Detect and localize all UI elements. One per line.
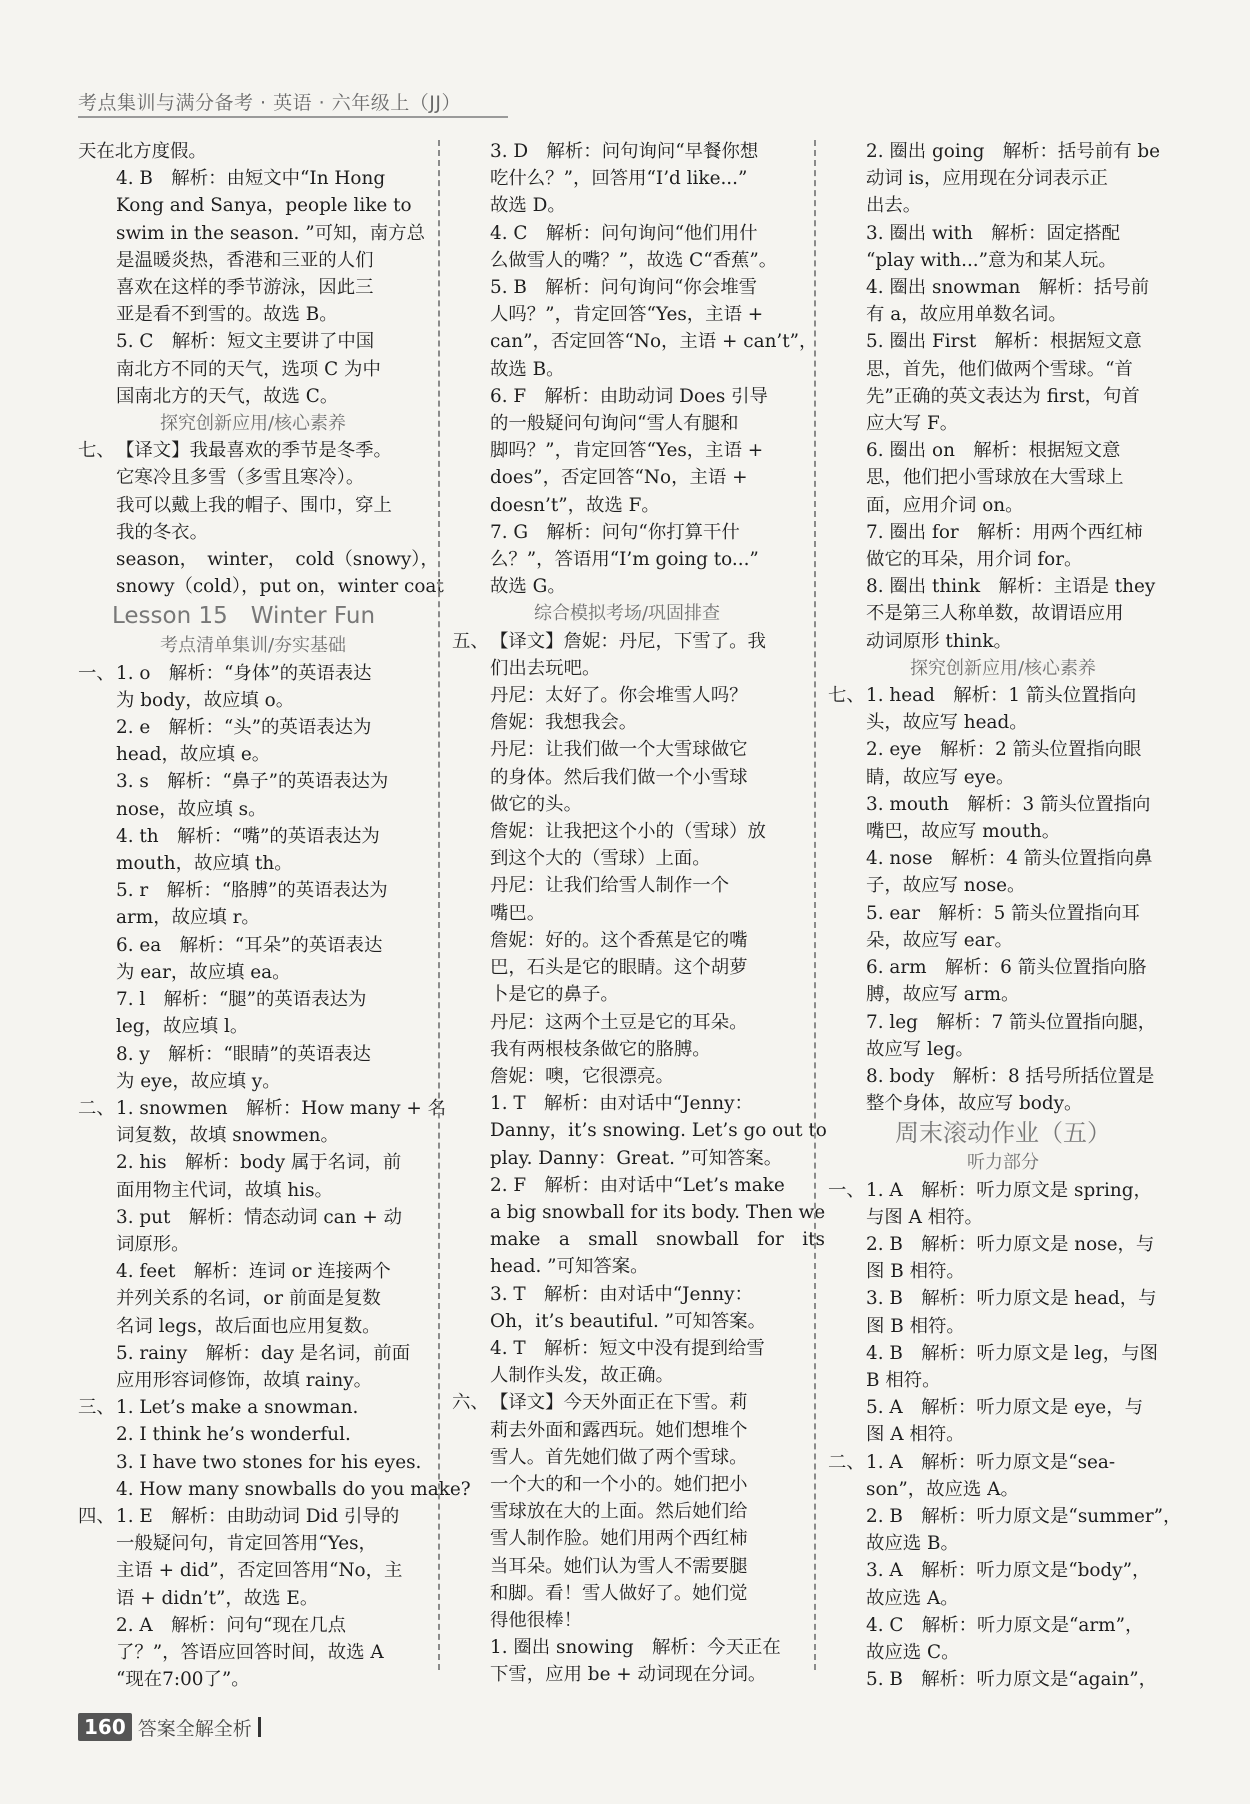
answer-line: 3. mouth 解析：3 箭头位置指向 [866,793,1151,815]
column-1 [78,138,471,1691]
answer-line: 詹妮：我想我会。 [490,712,638,734]
answer-line: 出去。 [866,195,922,217]
answer-line: 3. put 解析：情态动词 can + 动 [116,1206,402,1228]
answer-line: 4. B 解析：由短文中“In Hong [116,168,386,190]
answer-line: 3. B 解析：听力原文是 head，与 [866,1288,1157,1310]
question-line [78,437,428,464]
answer-line: 丹尼：太好了。你会堆雪人吗？ [490,685,748,707]
answer-line: “play with...”意为和某人玩。 [866,249,1117,271]
answer-line: 8. y 解析：“眼睛”的英语表达 [116,1043,371,1065]
answer-line: 6. 圈出 on 解析：根据短文意 [866,440,1121,462]
question-line [78,1503,428,1530]
answer-line: 7. leg 解析：7 箭头位置指向腿， [866,1011,1157,1033]
text-line: 天在北方度假。 [78,141,207,162]
section-number: 二、 [828,1451,865,1473]
answer-line: 是温暖炎热，香港和三亚的人们 [116,249,374,271]
answer-line: 2. his 解析：body 属于名词，前 [116,1152,402,1174]
answer-line: 1. 圈出 snowing 解析：今天正在 [490,1637,781,1659]
answer-line: “现在7:00了”。 [116,1669,250,1691]
answer-line: 脚吗？”，肯定回答“Yes，主语 + [490,440,764,462]
answer-line: 詹妮：好的。这个香蕉是它的嘴 [490,929,748,951]
answer-line: Kong and Sanya，people like to [116,195,412,217]
question-line [828,1449,1178,1476]
answer-line: 5. ear 解析：5 箭头位置指向耳 [866,902,1140,924]
line-text: 1. E 解析：由助动词 Did 引导的 [116,1505,400,1527]
answer-line: 嘴巴，故应写 mouth。 [866,821,1061,843]
answer-line: season， winter， cold（snowy）， [116,549,439,571]
answer-line: 7. l 解析：“腿”的英语表达为 [116,989,367,1011]
answer-line: 主语 + did”，否定回答用“No，主 [116,1560,403,1582]
answer-line: 故选 D。 [490,195,566,217]
answer-line: 3. I have two stones for his eyes. [116,1451,422,1473]
answer-line: 故选 G。 [490,576,566,598]
answer-line: 为 eye，故应填 y。 [116,1070,281,1092]
answer-line: 4. nose 解析：4 箭头位置指向鼻 [866,848,1153,870]
answer-line: 词原形。 [116,1233,190,1255]
section-number: 三、 [78,1397,115,1419]
answer-line: 5. B 解析：问句询问“你会堆雪 [490,277,757,299]
answer-line: 雪球放在大的上面。然后她们给 [490,1501,748,1523]
answer-line: 图 A 相符。 [866,1424,965,1446]
answer-line: 嘴巴。 [490,902,546,924]
answer-line: 丹尼：让我们做一个大雪球做它 [490,739,748,761]
answer-line: 8. 圈出 think 解析：主语是 they [866,576,1156,598]
answer-line: 图 B 相符。 [866,1261,965,1283]
answer-line: 丹尼：这两个土豆是它的耳朵。 [490,1011,748,1033]
answer-line: 做它的耳朵，用介词 for。 [866,549,1083,571]
answer-line: 子，故应写 nose。 [866,875,1026,897]
answer-line: 面用物主代词，故填 his。 [116,1179,333,1201]
answer-line: snowy（cold），put on，winter coat [116,576,444,598]
question-line [828,682,1178,709]
answer-line: 为 ear，故应填 ea。 [116,961,291,983]
page-footer [78,1710,261,1744]
question-line [452,628,802,655]
answer-line: 6. arm 解析：6 箭头位置指向胳 [866,957,1147,979]
answer-line: 2. B 解析：听力原文是“summer”， [866,1505,1182,1527]
answer-line: 与图 A 相符。 [866,1206,983,1228]
line-text: 1. o 解析：“身体”的英语表达 [116,662,372,684]
answer-line: Danny，it’s snowing. Let’s go out to [490,1120,827,1142]
answer-line: mouth，故应填 th。 [116,853,293,875]
weekend-homework-title: 周末滚动作业（五） [895,1119,1111,1148]
answer-line: 4. 圈出 snowman 解析：括号前 [866,277,1150,299]
answer-line: 它寒冷且多雪（多雪且寒冷）。 [116,467,365,489]
answer-line: 吃什么？”，回答用“I’d like...” [490,168,748,190]
question-line [78,660,428,687]
answer-line: 喜欢在这样的季节游泳，因此三 [116,277,374,299]
answer-line: 语 + didn’t”，故选 E。 [116,1587,319,1609]
section-heading: 综合模拟考场/巩固排查 [533,603,721,625]
answer-line: a big snowball for its body. Then we [490,1201,826,1223]
answer-line: 词复数，故填 snowmen。 [116,1125,339,1147]
answer-line: 应用形容词修饰，故填 rainy。 [116,1369,373,1391]
section-number: 一、 [828,1179,865,1201]
answer-line: 3. A 解析：听力原文是“body”， [866,1560,1151,1582]
answer-line: does”，否定回答“No，主语 + [490,467,748,489]
answer-line: 到这个大的（雪球）上面。 [490,848,711,870]
answer-line: 整个身体，故应写 body。 [866,1093,1083,1115]
answer-line: swim in the season. ”可知，南方总 [116,222,425,244]
answer-line: son”，故应选 A。 [866,1478,1019,1500]
answer-line: 的身体。然后我们做一个小雪球 [490,766,748,788]
page-number: 160 [78,1713,132,1741]
answer-line: 4. How many snowballs do you make? [116,1478,471,1500]
answer-line: 3. s 解析：“鼻子”的英语表达为 [116,771,389,793]
answer-line: 头，故应写 head。 [866,712,1028,734]
answer-line: 思，首先，他们做两个雪球。“首 [866,358,1133,380]
footer-label: 答案全解全析 [137,1717,252,1740]
answer-line: 不是第三人称单数，故谓语应用 [866,603,1124,625]
answer-line: 2. B 解析：听力原文是 nose，与 [866,1233,1155,1255]
answer-line: 1. T 解析：由对话中“Jenny： [490,1093,753,1115]
answer-line: 4. C 解析：问句询问“他们用什 [490,222,758,244]
answer-line: 睛，故应写 eye。 [866,766,1015,788]
question-line [452,1389,802,1416]
line-text: 【译文】詹妮：丹尼，下雪了。我 [490,630,766,652]
question-line [828,1177,1178,1204]
answer-line: make a small snowball for its [490,1229,825,1251]
answer-line: 我有两根枝条做它的胳膊。 [490,1038,711,1060]
answer-line: 动词 is，应用现在分词表示正 [866,168,1108,190]
answer-line: head，故应填 e。 [116,744,271,766]
answer-line: 6. F 解析：由助动词 Does 引导 [490,385,768,407]
answer-line: play. Danny：Great. ”可知答案。 [490,1147,783,1169]
answer-line: 名词 legs，故后面也应用复数。 [116,1315,381,1337]
column-divider [814,140,816,1670]
answer-line: 为 body，故应填 o。 [116,689,295,711]
answer-line: 雪人制作脸。她们用两个西红柿 [490,1528,748,1550]
answer-line: 故选 B。 [490,358,565,380]
line-text: 1. Let’s make a snowman. [116,1397,359,1419]
answer-line: 6. ea 解析：“耳朵”的英语表达 [116,934,383,956]
section-heading: 考点清单集训/夯实基础 [159,635,347,657]
section-number: 一、 [78,662,115,684]
answer-line: 2. A 解析：问句“现在几点 [116,1614,346,1636]
answer-line: 并列关系的名词，or 前面是复数 [116,1288,381,1310]
question-line [78,1095,447,1122]
section-number: 五、 [452,630,489,652]
answer-line: Oh，it’s beautiful. ”可知答案。 [490,1310,767,1332]
answer-line: 2. eye 解析：2 箭头位置指向眼 [866,739,1142,761]
answer-line: 5. B 解析：听力原文是“again”， [866,1669,1158,1691]
answer-line: 詹妮：噢，它很漂亮。 [490,1065,674,1087]
answer-line: 一个大的和一个小的。她们把小 [490,1473,748,1495]
answer-line: 4. T 解析：短文中没有提到给雪 [490,1337,765,1359]
answer-line: 们出去玩吧。 [490,657,601,679]
answer-line: 一般疑问句，肯定回答用“Yes， [116,1533,377,1555]
header-title: 考点集训与满分备考 · 英语 · 六年级上（JJ） [78,92,461,114]
section-heading: 听力部分 [967,1152,1039,1174]
answer-line: arm，故应填 r。 [116,907,260,929]
answer-line: 4. B 解析：听力原文是 leg，与图 [866,1342,1158,1364]
answer-line: 故应写 leg。 [866,1038,974,1060]
line-text: 【译文】今天外面正在下雪。莉 [490,1392,748,1414]
answer-line: 故应选 B。 [866,1533,959,1555]
answer-line: 5. 圈出 First 解析：根据短文意 [866,331,1142,353]
column-3 [828,138,1182,1691]
answer-line: 得他很棒！ [490,1609,582,1631]
answer-line: doesn’t”，故选 F。 [490,494,660,516]
lesson-title: Lesson 15 Winter Fun [112,603,376,630]
column-divider [438,140,440,1670]
answer-line: 南北方不同的天气，选项 C 为中 [116,358,381,380]
answer-line: 2. F 解析：由对话中“Let’s make [490,1174,785,1196]
answer-line: 么？”，答语用“I’m going to...” [490,549,759,571]
answer-line: nose，故应填 s。 [116,798,267,820]
section-number: 六、 [452,1392,489,1414]
answer-line: 莉去外面和露西玩。她们想堆个 [490,1419,748,1441]
line-text: 1. A 解析：听力原文是“sea- [866,1451,1116,1473]
answer-line: 图 B 相符。 [866,1315,965,1337]
answer-line: 5. C 解析：短文主要讲了中国 [116,331,375,353]
answer-line: 故应选 A。 [866,1587,959,1609]
answer-line: 7. 圈出 for 解析：用两个西红柿 [866,521,1143,543]
answer-line: 雪人。首先她们做了两个雪球。 [490,1446,748,1468]
answer-line: 下雪，应用 be + 动词现在分词。 [490,1664,767,1686]
answer-line: 7. G 解析：问句“你打算干什 [490,521,740,543]
answer-line: 有 a，故应用单数名词。 [866,304,1067,326]
answer-line: 詹妮：让我把这个小的（雪球）放 [490,821,766,843]
answer-line: 膊，故应写 arm。 [866,984,1020,1006]
section-heading: 探究创新应用/核心素养 [159,413,347,435]
line-text: 【译文】我最喜欢的季节是冬季。 [116,440,392,462]
answer-line: 3. D 解析：问句询问“早餐你想 [490,141,759,162]
answer-line: 5. A 解析：听力原文是 eye，与 [866,1397,1143,1419]
answer-line: 国南北方的天气，故选 C。 [116,385,339,407]
answer-line: head. ”可知答案。 [490,1256,649,1278]
answer-line: 动词原形 think。 [866,630,1012,652]
section-number: 七、 [828,685,865,707]
answer-line: 和脚。看！雪人做好了。她们觉 [490,1582,748,1604]
answer-line: 先”正确的英文表达为 first，句首 [866,385,1140,407]
answer-line: 的一般疑问句询问“雪人有腿和 [490,413,739,435]
answer-line: 4. C 解析：听力原文是“arm”， [866,1614,1144,1636]
answer-line: 卜是它的鼻子。 [490,984,619,1006]
column-2 [452,138,827,1686]
answer-line: 了？”，答语应回答时间，故选 A [116,1641,384,1663]
line-text: 1. head 解析：1 箭头位置指向 [866,685,1137,707]
answer-line: 3. T 解析：由对话中“Jenny： [490,1283,753,1305]
line-text: 1. A 解析：听力原文是 spring， [866,1179,1152,1201]
answer-line: 4. th 解析：“嘴”的英语表达为 [116,825,380,847]
line-text: 1. snowmen 解析：How many + 名 [116,1097,447,1119]
answer-line: 应大写 F。 [866,413,959,435]
answer-line: 故应选 C。 [866,1641,960,1663]
answer-line: 2. I think he’s wonderful. [116,1424,351,1446]
answer-line: 巴，石头是它的眼睛。这个胡萝 [490,957,748,979]
answer-line: B 相符。 [866,1369,941,1391]
answer-line: 8. body 解析：8 括号所括位置是 [866,1065,1155,1087]
answer-line: 我的冬衣。 [116,521,208,543]
question-line [78,1394,428,1421]
answer-line: 5. rainy 解析：day 是名词，前面 [116,1342,411,1364]
answer-line: 么做雪人的嘴？”，故选 C“香蕉”。 [490,249,778,271]
answer-line: 5. r 解析：“胳膊”的英语表达为 [116,880,388,902]
answer-line: 我可以戴上我的帽子、围巾，穿上 [116,494,392,516]
answer-line: 丹尼：让我们给雪人制作一个 [490,875,730,897]
answer-line: 2. 圈出 going 解析：括号前有 be [866,141,1160,162]
answer-line: 3. 圈出 with 解析：固定搭配 [866,222,1121,244]
footer-bar [258,1717,261,1737]
answer-line: 2. e 解析：“头”的英语表达为 [116,717,372,739]
section-heading: 探究创新应用/核心素养 [909,657,1097,679]
answer-line: 思，他们把小雪球放在大雪球上 [866,467,1124,489]
answer-line: can”，否定回答“No，主语 + can’t”， [490,331,818,353]
answer-line: 人吗？”，肯定回答“Yes，主语 + [490,304,764,326]
answer-line: 人制作头发，故正确。 [490,1365,674,1387]
section-number: 七、 [78,440,115,462]
section-number: 二、 [78,1097,115,1119]
answer-line: 面，应用介词 on。 [866,494,1024,516]
answer-line: 做它的头。 [490,793,582,815]
answer-line: leg，故应填 l。 [116,1016,249,1038]
answer-line: 4. feet 解析：连词 or 连接两个 [116,1261,391,1283]
answer-line: 朵，故应写 ear。 [866,929,1013,951]
section-number: 四、 [78,1505,115,1527]
header-rule [78,116,508,118]
answer-line: 亚是看不到雪的。故选 B。 [116,304,338,326]
answer-line: 当耳朵。她们认为雪人不需要腿 [490,1555,748,1577]
